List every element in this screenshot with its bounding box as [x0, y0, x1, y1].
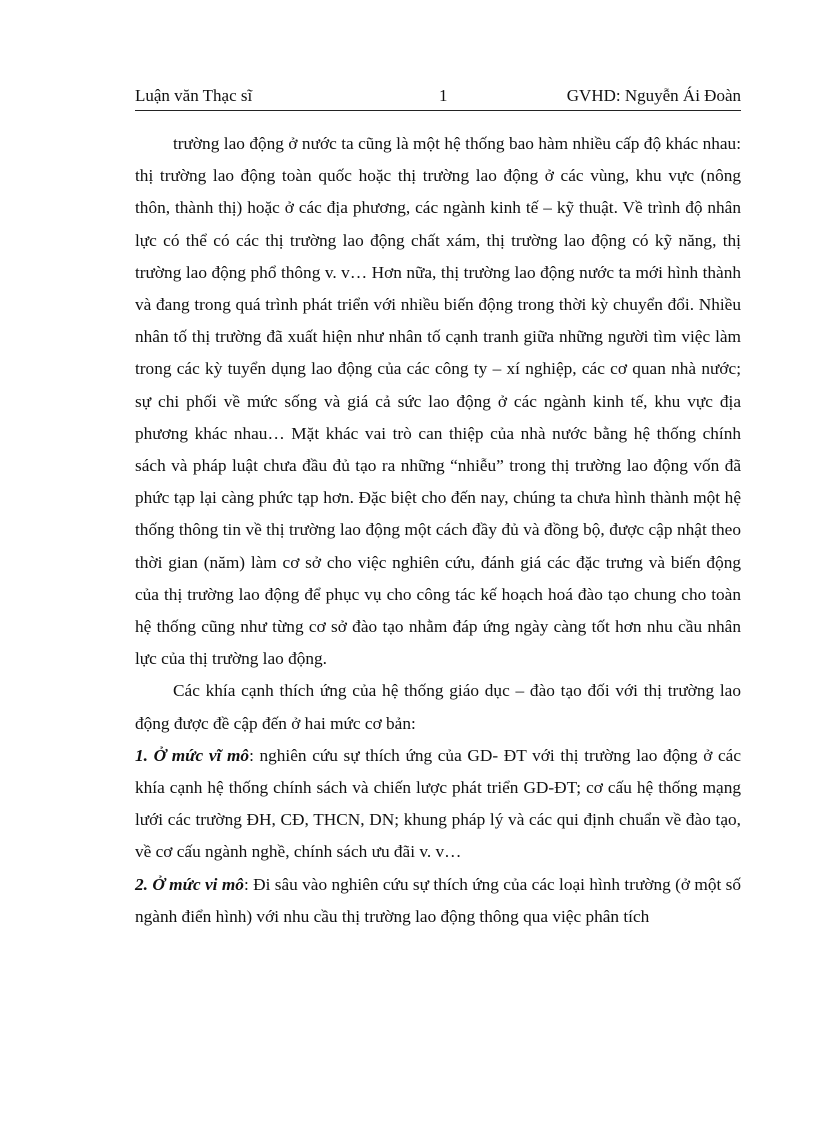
macro-level-label: 1. Ở mức vĩ mô	[135, 745, 250, 765]
macro-level-text: : nghiên cứu sự thích ứng của GD- ĐT với thị trường lao động ở các khía cạnh hệ thống chính sách và chiến lược phát triển GD-ĐT; cơ cấu hệ thống mạng lưới các trường ĐH, CĐ, THCN, DN; khung pháp lý và các qui định chuẩn về đào tạo, về cơ cấu ngành nghề, chính sách ưu đãi v. v…	[135, 745, 741, 862]
micro-level-text: : Đi sâu vào nghiên cứu sự thích ứng của các loại hình trường (ở một số ngành điển hình) với nhu cầu thị trường lao động thông qua việc phân tích	[135, 874, 741, 926]
list-item-micro-level	[135, 869, 741, 933]
paragraph-adaptation-aspects: Các khía cạnh thích ứng của hệ thống giáo dục – đào tạo đối với thị trường lao động được đề cập đến ở hai mức cơ bản:	[135, 681, 741, 733]
header-thesis-label: Luận văn Thạc sĩ	[135, 86, 253, 105]
micro-level-label: 2. Ở mức vi mô	[135, 874, 244, 894]
page-header	[135, 86, 741, 111]
paragraph-labor-market: trường lao động ở nước ta cũng là một hệ thống bao hàm nhiều cấp độ khác nhau: thị trường lao động toàn quốc hoặc thị trường lao động ở các vùng, khu vực (nông thôn, thành thị) hoặc ở các địa phương, các ngành kinh tế – kỹ thuật. Về trình độ nhân lực có thể có các thị trường lao động chất xám, thị trường lao động có kỹ năng, thị trường lao động phổ thông v. v… Hơn nữa, thị trường lao động nước ta mới hình thành và đang trong quá trình phát triển với nhiều biến động trong thời kỳ chuyển đổi. Nhiều nhân tố thị trường đã xuất hiện như nhân tố cạnh tranh giữa những người tìm việc làm trong các kỳ tuyển dụng lao động của các công ty – xí nghiệp, các cơ quan nhà nước; sự chi phối về mức sống và giá cả sức lao động ở các ngành kinh tế, khu vực địa phương khác nhau… Mặt khác vai trò can thiệp của nhà nước bằng hệ thống chính sách và pháp luật chưa đầu đủ tạo ra những “nhiễu” trong thị trường lao động vốn đã phức tạp lại càng phức tạp hơn. Đặc biệt cho đến nay, chúng ta chưa hình thành một hệ thống thông tin về thị trường lao động một cách đầy đủ và đồng bộ, được cập nhật theo thời gian (năm) làm cơ sở cho việc nghiên cứu, đánh giá các đặc trưng và biến động của thị trường lao động để phục vụ cho công tác kế hoạch hoá đào tạo chung cho toàn hệ thống cũng như từng cơ sở đào tạo nhằm đáp ứng ngày càng tốt hơn nhu cầu nhân lực của thị trường lao động.	[135, 134, 741, 669]
page-number: 1	[439, 86, 448, 105]
header-advisor: GVHD: Nguyễn Ái Đoàn	[566, 86, 741, 105]
document-body	[135, 128, 741, 933]
list-item-macro-level	[135, 740, 741, 869]
